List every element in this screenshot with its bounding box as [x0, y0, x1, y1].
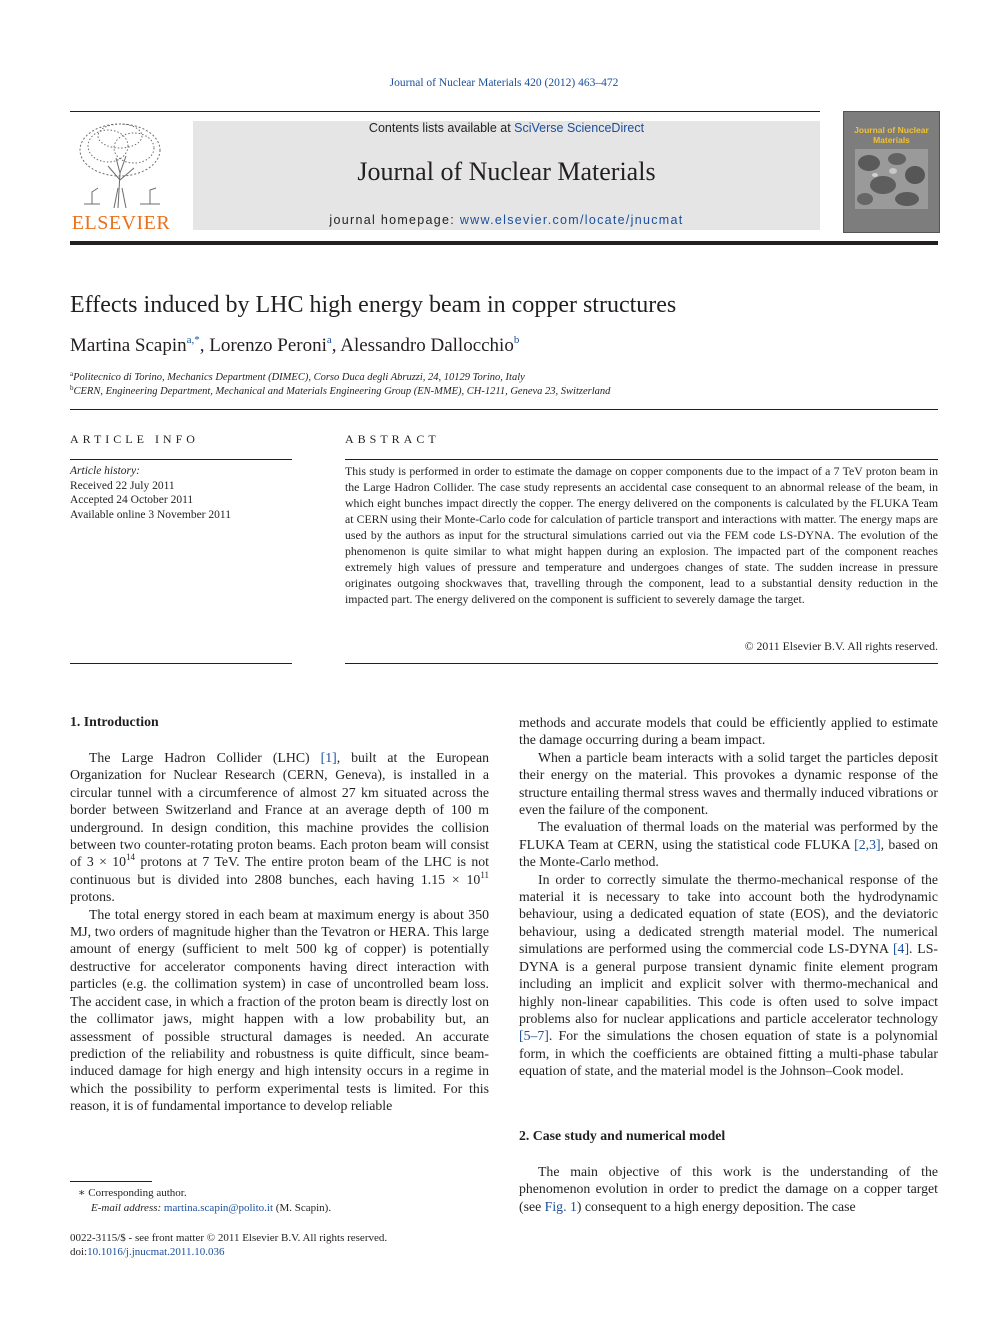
author-affiliation-marker[interactable]: a,* — [186, 334, 200, 346]
author-name[interactable]: Martina Scapin — [70, 335, 187, 356]
section-heading-case-study: 2. Case study and numerical model — [519, 1128, 726, 1143]
abstract-rule — [345, 459, 938, 460]
doi-label: doi: — [70, 1246, 88, 1258]
affiliation-text: Politecnico di Torino, Mechanics Department (DIMEC), Corso Duca degli Abruzzi, 24, 10129 Torino, Italy — [73, 372, 525, 383]
citation-link[interactable]: [4] — [892, 941, 910, 957]
affiliation-key: a — [70, 370, 74, 378]
right-column-continued — [519, 1163, 938, 1215]
header-rule — [70, 111, 820, 112]
figure-link[interactable]: Fig. 1 — [544, 1198, 577, 1214]
history-online: Available online 3 November 2011 — [70, 508, 231, 521]
header-thick-rule — [70, 241, 938, 245]
affiliation-text: CERN, Engineering Department, Mechanical and Materials Engineering Group (EN-MME), CH-1211, Geneva 23, Switzerland — [73, 386, 611, 397]
elsevier-logo — [70, 118, 172, 232]
journal-homepage — [193, 213, 820, 227]
article-title: Effects induced by LHC high energy beam in copper structures — [70, 292, 677, 318]
journal-reference[interactable]: Journal of Nuclear Materials 420 (2012) 463–472 — [389, 77, 619, 89]
citation-link[interactable]: [2,3] — [854, 836, 881, 852]
corresponding-label: Corresponding author. — [88, 1187, 187, 1199]
author-name[interactable]: Lorenzo Peroni — [209, 335, 327, 356]
corresponding-author-note — [70, 1186, 490, 1201]
affiliation-key: b — [70, 384, 74, 392]
email-link[interactable]: martina.scapin@polito.it — [163, 1202, 274, 1214]
cover-micrograph-icon — [855, 149, 928, 209]
article-history — [70, 464, 292, 522]
article-info-rule — [70, 459, 292, 460]
paragraph: The total energy stored in each beam at maximum energy is about 350 MJ, two orders of magnitude higher than the Tevatron or HERA. This large amount of energy (sufficient to melt 500 kg of copper) is potentially destructive for accelerator components having direct interaction with particles (e.g. the collimation system) in case of uncontrolled beam loss. The accident case, in which a fraction of the proton beam is directly lost on the collimator jaws, might happen with a low probability but, an assessment of possible structural damages is needed. An accurate prediction of the reliability and robustness is quite difficult, since beam-induced damage for high energy and high intensity occurs in a regime in which the possibility to perform experimental tests is limited. For this reason, it is of fundamental importance to develop reliable — [70, 906, 489, 1114]
history-label: Article history: — [70, 465, 140, 477]
author-name[interactable]: Alessandro Dallocchio — [340, 335, 514, 356]
affiliation-b — [70, 381, 940, 399]
article-info-bottom-rule — [70, 663, 292, 664]
author-list: Martina Scapin$^{a,*}$, Lorenzo Peroni$^a$, Alessandro Dallocchio$^b$ — [70, 334, 520, 356]
cover-title: Journal of Nuclear Materials — [854, 125, 929, 145]
abstract-copyright: © 2011 Elsevier B.V. All rights reserved. — [744, 639, 938, 653]
article-info-heading: ARTICLE INFO — [70, 432, 199, 446]
abstract-heading: ABSTRACT — [345, 432, 440, 446]
paragraph: The Large Hadron Collider (LHC) [1], built at the European Organization for Nuclear Research (CERN, Geneva), is installed in a circular tunnel with a circumference of almost 27 km situated across the border between Switzerland and France at an average depth of 100 m underground. In design condition, this machine provides the collision between two counter-rotating proton beams. Each proton beam will consist of $3 \times 10^{14}$ protons at 7 TeV. The entire proton beam of the LHC is not continuous but is divided into 2808 bunches, each having $1.15 \times 10^{11}$ protons. — [70, 750, 490, 905]
footnote-rule — [70, 1181, 152, 1182]
publisher-logo-text: ELSEVIER — [71, 212, 171, 234]
citation-link[interactable]: [5–7] — [519, 1028, 549, 1044]
issn-line: 0022-3115/$ - see front matter © 2011 Elsevier B.V. All rights reserved. — [70, 1232, 388, 1244]
paragraph: In order to correctly simulate the thermo-mechanical response of the material it is necessary to take into account both the hydrodynamic behaviour, using a dedicated equation of state (EOS), and the deviatoric behaviour, using a dedicated strength material model. The numerical simulations are performed using the commercial code LS-DYNA [4]. LS-DYNA is a general purpose transient dynamic finite element program including an implicit and explicit solver with thermo-mechanical and highly non-linear capabilities. This code is often used to solve impact problems also for nuclear applications and particle accelerator technology [5–7]. For the simulations the chosen equation of state is a polynomial form, in which the coefficients are obtained fitting a multi-phase tabular equation of state, and the material model is the Johnson–Cook model. — [519, 871, 938, 1079]
abstract-text: This study is performed in order to estimate the damage on copper components due to the impact of a 7 TeV proton beam in the Large Hadron Collider. The case study represents an accidental case consequent to an abnormal release of the beam, in which eight bunches impact directly the copper. The energy delivered on the components is calculated by the FLUKA Team at CERN using their Monte-Carlo code for calculation of particle transport and interactions with matter. The energy maps are used by the authors as input for the structural simulations carried out via the FEM code LS-DYNA. The evolution of the phenomenon is quite similar to what might happen during an explosion. The impacted part of the component reaches extremely high values of pressure and temperature and undergoes changes of state. The sudden increase in pressure originates outgoing shockwaves that, travelling through the component, lead to a substantial density reduction in the impacted part. The energy delivered on the component is sufficient to severely damage the target. — [345, 464, 938, 606]
homepage-prefix: journal homepage: — [329, 213, 460, 227]
sciencedirect-link[interactable]: SciVerse ScienceDirect — [514, 121, 645, 135]
paragraph: When a particle beam interacts with a solid target the particles deposit their energy on the material. This provokes a dynamic response of the structure entailing thermal stress waves and thermally induced vibrations or even the failure of the component. — [519, 749, 938, 818]
author-affiliation-marker[interactable]: b — [513, 334, 520, 346]
history-accepted: Accepted 24 October 2011 — [70, 494, 194, 506]
email-label: E-mail address: — [91, 1202, 162, 1214]
section-heading-introduction: 1. Introduction — [70, 714, 159, 729]
doi-line — [70, 1245, 490, 1260]
journal-cover[interactable] — [843, 111, 940, 233]
author-affiliation-marker[interactable]: a — [326, 334, 332, 346]
contents-prefix: Contents lists available at — [368, 121, 515, 135]
right-column — [519, 714, 938, 1080]
paragraph: The main objective of this work is the understanding of the phenomenon evolution in order to predict the damage on a copper target (see Fig. 1) consequent to a high energy deposition. The case — [519, 1164, 938, 1214]
left-column — [70, 749, 489, 1115]
title-block-rule — [70, 409, 938, 410]
abstract-bottom-rule — [345, 663, 938, 664]
contents-line — [193, 121, 820, 135]
email-suffix: (M. Scapin). — [273, 1202, 332, 1214]
journal-banner — [193, 121, 820, 230]
paragraph: methods and accurate models that could be efficiently applied to estimate the damage occurring during a beam impact. — [519, 715, 938, 748]
journal-title: Journal of Nuclear Materials — [357, 157, 656, 186]
paragraph: The evaluation of thermal loads on the material was performed by the FLUKA Team at CERN, using the statistical code FLUKA [2,3], based on the Monte-Carlo method. — [519, 819, 939, 870]
asterisk-marker: ∗ — [78, 1187, 86, 1199]
doi-link[interactable]: 10.1016/j.jnucmat.2011.10.036 — [87, 1246, 225, 1258]
history-received: Received 22 July 2011 — [70, 479, 175, 492]
email-note — [70, 1201, 511, 1216]
elsevier-tree-icon — [70, 118, 172, 210]
homepage-link[interactable]: www.elsevier.com/locate/jnucmat — [459, 213, 684, 227]
citation-link[interactable]: [1] — [320, 750, 337, 765]
